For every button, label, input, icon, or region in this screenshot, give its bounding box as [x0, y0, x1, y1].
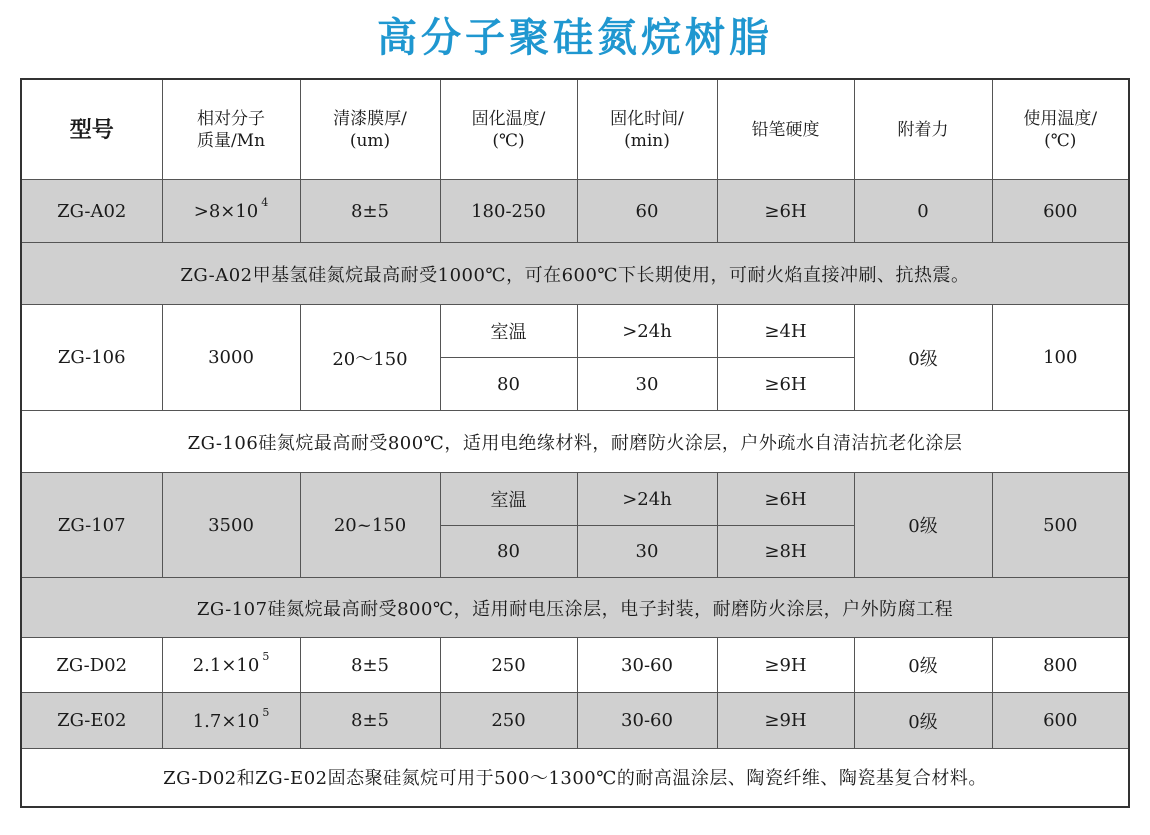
note-106: ZG-106硅氮烷最高耐受800℃，适用电绝缘材料，耐磨防火涂层，户外疏水自清洁抗老化涂层: [21, 411, 1129, 473]
cell-hardness: ≥4H: [717, 305, 854, 358]
header-hardness: 铅笔硬度: [717, 79, 854, 180]
cell-film: 20~150: [300, 473, 440, 578]
header-model: 型号: [21, 79, 162, 180]
cell-cure-time: 30: [577, 358, 717, 411]
header-use-temp: [992, 79, 1129, 180]
cell-mn: [162, 180, 300, 243]
cell-use-temp: 600: [992, 693, 1129, 749]
cell-hardness: ≥8H: [717, 526, 854, 578]
header-mn-line2: 质量/Mn: [196, 130, 266, 151]
cell-cure-time: 30-60: [577, 693, 717, 749]
header-film-line2: (um): [349, 130, 391, 151]
header-use-temp-line1: 使用温度/: [1023, 108, 1098, 129]
cell-cure-time: 30-60: [577, 638, 717, 693]
cell-mn: [162, 693, 300, 749]
cell-model: ZG-D02: [21, 638, 162, 693]
cell-model: ZG-E02: [21, 693, 162, 749]
note-a02: ZG-A02甲基氢硅氮烷最高耐受1000℃，可在600℃下长期使用，可耐火焰直接冲刷、抗热震。: [21, 243, 1129, 305]
cell-model: ZG-107: [21, 473, 162, 578]
header-cure-time-line1: 固化时间/: [610, 108, 684, 129]
cell-model: ZG-106: [21, 305, 162, 411]
table-row-e02: [21, 693, 1129, 749]
cell-cure-time: >24h: [577, 473, 717, 526]
note-final: ZG-D02和ZG-E02固态聚硅氮烷可用于500～1300℃的耐高温涂层、陶瓷纤维、陶瓷基复合材料。: [21, 749, 1129, 807]
cell-use-temp: 600: [992, 180, 1129, 243]
note-row-a02: [21, 243, 1129, 305]
product-table: [20, 78, 1130, 808]
cell-model: ZG-A02: [21, 180, 162, 243]
cell-hardness: ≥6H: [717, 473, 854, 526]
cell-cure-time: 30: [577, 526, 717, 578]
note-row-107: [21, 578, 1129, 638]
cell-cure-temp: 250: [440, 638, 577, 693]
cell-film: 8±5: [300, 180, 440, 243]
cell-cure-temp: 80: [440, 526, 577, 578]
cell-film: 20～150: [300, 305, 440, 411]
header-film-line1: 清漆膜厚/: [333, 108, 407, 129]
cell-mn: 3000: [162, 305, 300, 411]
header-film: [300, 79, 440, 180]
cell-adhesion: 0: [854, 180, 992, 243]
cell-use-temp: 800: [992, 638, 1129, 693]
cell-use-temp: 500: [992, 473, 1129, 578]
cell-adhesion: 0级: [854, 638, 992, 693]
cell-mn-base: >8×10: [193, 201, 259, 222]
cell-film: 8±5: [300, 693, 440, 749]
cell-mn: 3500: [162, 473, 300, 578]
header-cure-temp-line2: (℃): [492, 130, 525, 151]
table-row-a02: [21, 180, 1129, 243]
cell-mn-base: 2.1×10: [192, 655, 260, 676]
note-row-final: [21, 749, 1129, 807]
cell-cure-temp: 室温: [440, 473, 577, 526]
cell-hardness: ≥6H: [717, 180, 854, 243]
cell-cure-time: >24h: [577, 305, 717, 358]
cell-film: 8±5: [300, 638, 440, 693]
cell-cure-time: 60: [577, 180, 717, 243]
table-row-107: [21, 473, 1129, 526]
table-row-d02: [21, 638, 1129, 693]
cell-hardness: ≥6H: [717, 358, 854, 411]
cell-mn: [162, 638, 300, 693]
header-use-temp-line2: (℃): [1044, 130, 1077, 151]
cell-mn-exponent: 5: [262, 705, 270, 719]
note-107: ZG-107硅氮烷最高耐受800℃，适用耐电压涂层，电子封装，耐磨防火涂层，户外防腐工程: [21, 578, 1129, 638]
cell-adhesion: 0级: [854, 305, 992, 411]
table-row-106: [21, 305, 1129, 358]
cell-cure-temp: 250: [440, 693, 577, 749]
cell-cure-temp: 室温: [440, 305, 577, 358]
header-cure-time: [577, 79, 717, 180]
header-mn: [162, 79, 300, 180]
cell-mn-exponent: 4: [261, 196, 269, 209]
cell-cure-temp: 80: [440, 358, 577, 411]
cell-mn-exponent: 5: [262, 650, 270, 663]
header-row: [21, 79, 1129, 180]
cell-use-temp: 100: [992, 305, 1129, 411]
header-adhesion: 附着力: [854, 79, 992, 180]
cell-adhesion: 0级: [854, 693, 992, 749]
page-title: 高分子聚硅氮烷树脂: [377, 15, 773, 61]
header-cure-time-line2: (min): [624, 130, 670, 151]
cell-adhesion: 0级: [854, 473, 992, 578]
header-cure-temp-line1: 固化温度/: [471, 108, 546, 129]
cell-cure-temp: 180-250: [440, 180, 577, 243]
cell-mn-base: 1.7×10: [192, 710, 260, 732]
header-mn-line1: 相对分子: [197, 108, 265, 129]
note-row-106: [21, 411, 1129, 473]
cell-hardness: ≥9H: [717, 693, 854, 749]
cell-hardness: ≥9H: [717, 638, 854, 693]
header-cure-temp: [440, 79, 577, 180]
